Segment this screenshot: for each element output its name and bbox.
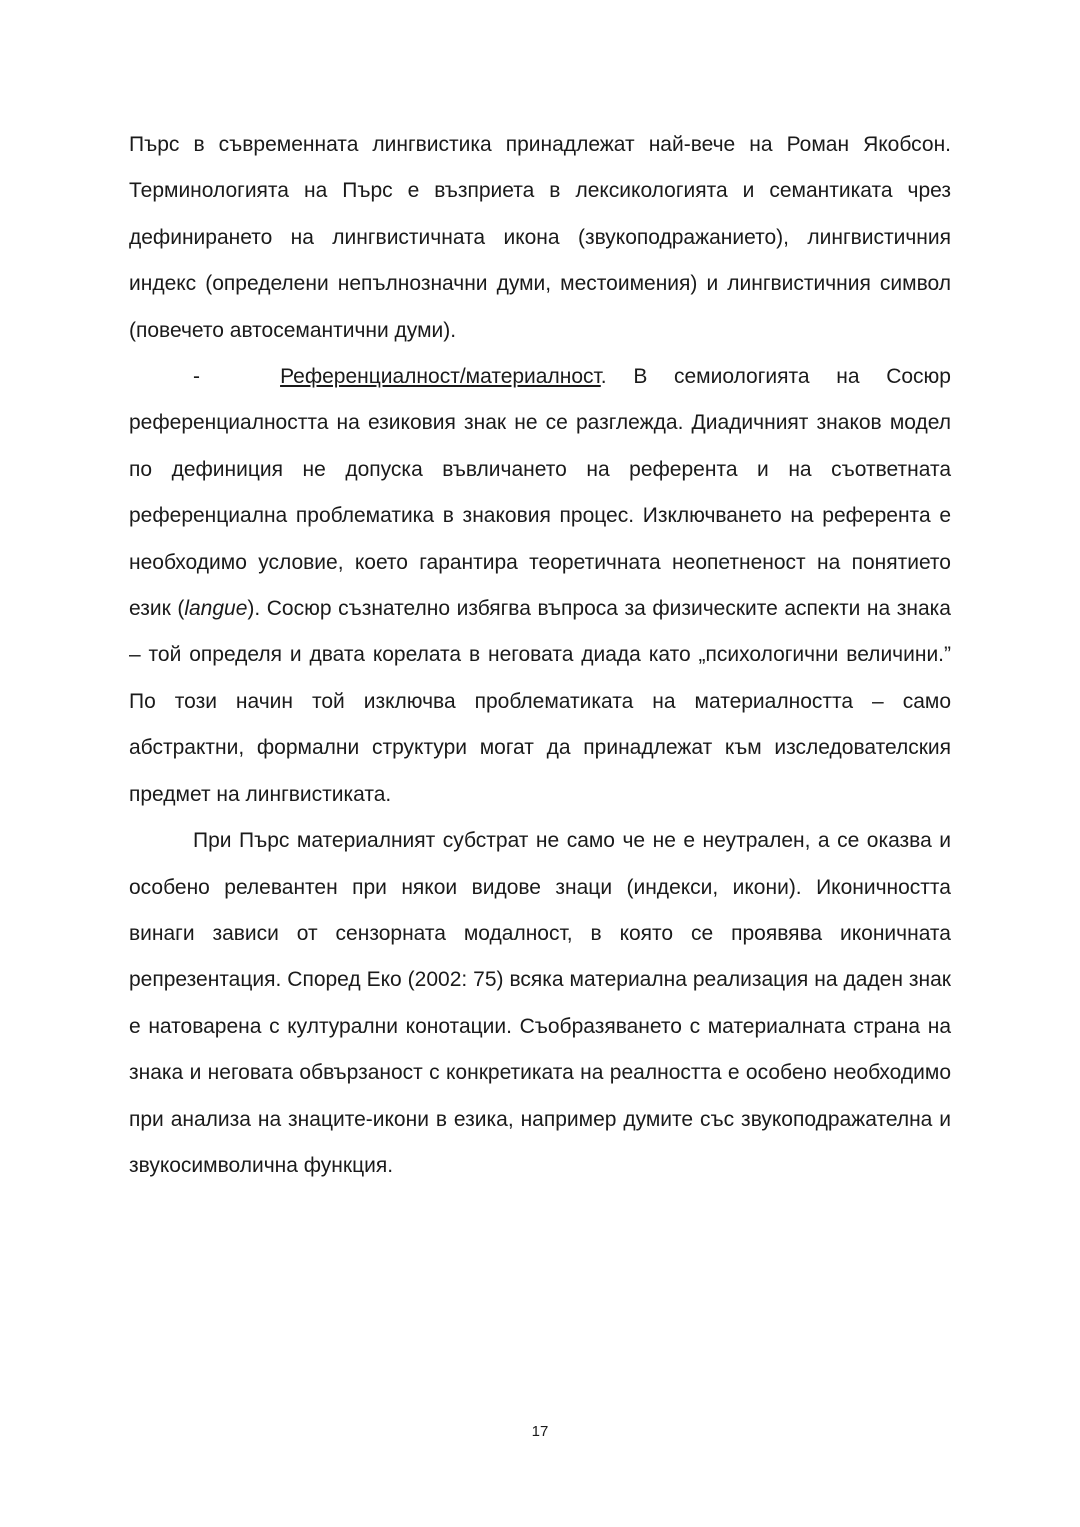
page-body xyxy=(129,122,951,1189)
italic-term: langue xyxy=(184,597,248,621)
paragraph-2-rest: ). Сосюр съзнателно избягва въпроса за физическите аспекти на знака – той определя и двата корелата в неговата диада като „психологични величини.” По този начин той изключва проблематиката на материалността – само абстрактни, формални структури могат да принадлежат към изследователския предмет на лингвистиката. xyxy=(129,597,951,806)
paragraph-1: Пърс в съвременната лингвистика принадлежат най-вече на Роман Якобсон. Терминологията на Пърс е възприета в лексикологията и семантиката чрез дефинирането на лингвистичната икона (звукоподражанието), лингвистичния индекс (определени непълнозначни думи, местоимения) и лингвистичния символ (повечето автосемантични думи). xyxy=(129,133,951,342)
term-underlined: Референциалност/материалност xyxy=(280,365,601,389)
paragraph-3: При Пърс материалният субстрат не само че не е неутрален, а се оказва и особено релевантен при някои видове знаци (индекси, икони). Иконичността винаги зависи от сензорната модалност, в която се проявява иконичната репрезентация. Според Еко (2002: 75) всяка материална реализация на даден знак е натоварена с културални конотации. Съобразяването с материалната страна на знака и неговата обвързаност с конкретиката на реалността е особено необходимо при анализа на знаците-икони в езика, например думите със звукоподражателна и звукосимволична функция. xyxy=(129,829,951,1177)
bullet-dash: - xyxy=(193,365,200,389)
paragraph-2-text: . В семиологията на Сосюр референциалността на езиковия знак не се разглежда. Диадичният знаков модел по дефиниция не допуска въвличането на референта и на съответната референциална проблематика в знаковия процес. Изключването на референта е необходимо условие, което гарантира теоретичната неопетненост на понятието език ( xyxy=(129,365,951,621)
paragraph-2 xyxy=(129,354,951,818)
page-number: 17 xyxy=(531,1423,549,1440)
